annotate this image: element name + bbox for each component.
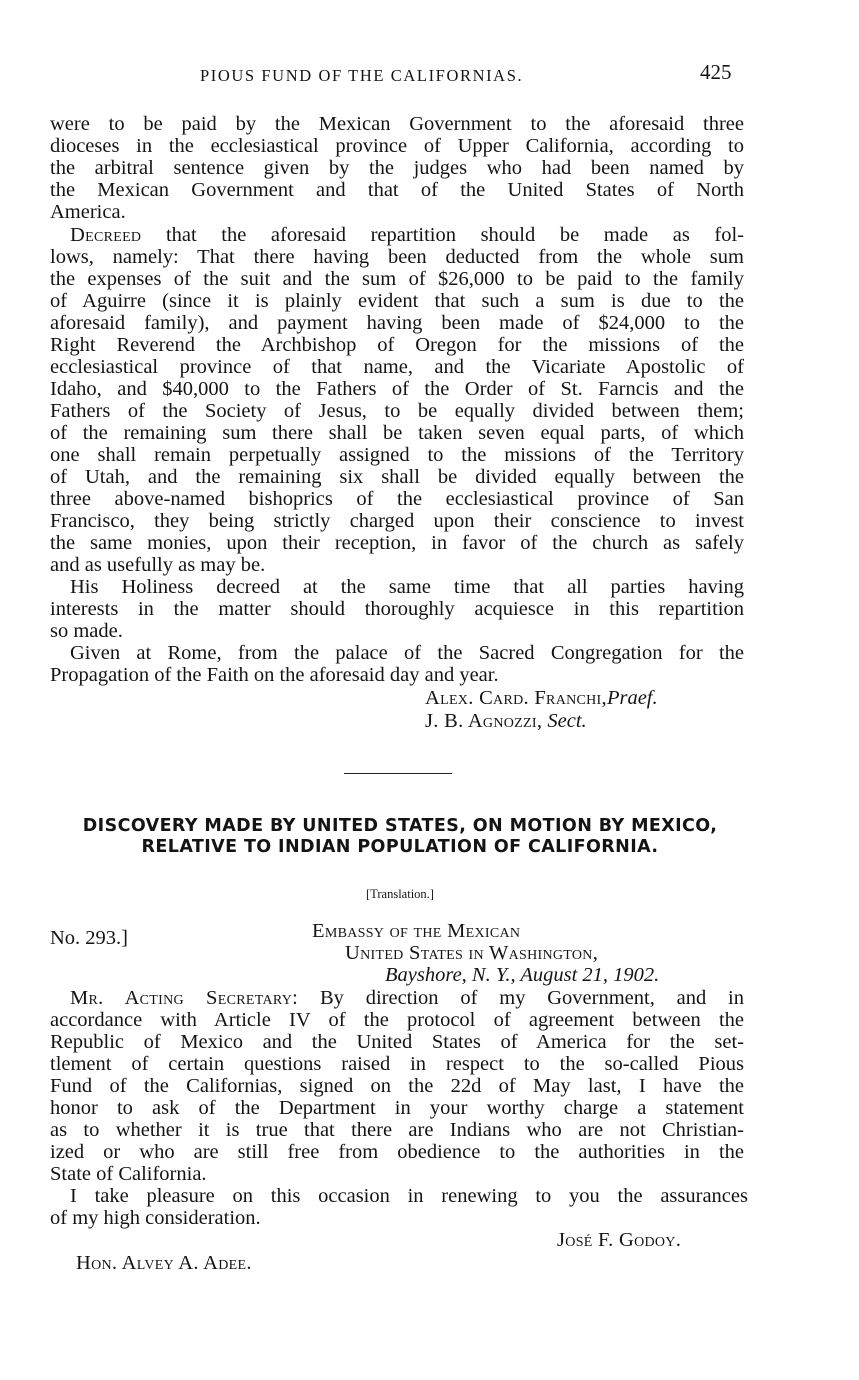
text-line: the expenses of the suit and the sum of $26,000 to be paid to the family — [50, 268, 744, 290]
text-line: of Aguirre (since it is plainly evident that such a sum is due to the — [50, 290, 744, 312]
text-line — [70, 988, 744, 1009]
text-line: accordance with Article IV of the protocol of agreement between the — [50, 1009, 744, 1031]
text-line: Idaho, and $40,000 to the Fathers of the Order of St. Farncis and the — [50, 378, 744, 400]
running-head: PIOUS FUND OF THE CALIFORNIAS. — [200, 66, 524, 85]
text-line: ecclesiastical province of that name, and the Vicariate Apostolic of — [50, 356, 744, 378]
letter-address: United States in Washington, — [345, 942, 599, 964]
addressee: Hon. Alvey A. Adee. — [76, 1252, 252, 1274]
text-line: of my high consideration. — [50, 1207, 261, 1229]
text-line: the same monies, upon their reception, in favor of the church as safely — [50, 532, 744, 554]
text-line: the arbitral sentence given by the judges who had been named by — [50, 157, 744, 179]
text-line: Francisco, they being strictly charged upon their conscience to invest — [50, 510, 744, 532]
salutation: Mr. Acting Secretary: — [70, 987, 299, 1009]
signatory-name: J. B. Agnozzi, — [425, 710, 543, 732]
text-line: State of California. — [50, 1163, 207, 1185]
signature-godoy: José F. Godoy. — [557, 1229, 682, 1251]
signatory-title: Praef. — [606, 687, 658, 709]
decreed-lead: Decreed — [70, 224, 142, 246]
text-line: the Mexican Government and that of the United States of North — [50, 179, 744, 201]
text-line: Given at Rome, from the palace of the Sacred Congregation for the — [70, 642, 744, 664]
signature-franchi — [425, 688, 658, 709]
signatory-name: Alex. Card. Franchi, — [425, 687, 607, 709]
section-heading: RELATIVE TO INDIAN POPULATION OF CALIFORNIA. — [141, 837, 659, 857]
text-line: ized or who are still free from obedience to the authorities in the — [50, 1141, 744, 1163]
text-line: and as usefully as may be. — [50, 554, 266, 576]
text-line: one shall remain perpetually assigned to the missions of the Territory — [50, 444, 744, 466]
text-run: By direction of my Government, and in — [298, 987, 745, 1009]
text-line: as to whether it is true that there are Indians who are not Christian- — [50, 1119, 744, 1141]
text-line: His Holiness decreed at the same time that all parties having — [70, 576, 744, 598]
text-line: Republic of Mexico and the United States of America for the set- — [50, 1031, 744, 1053]
text-line: interests in the matter should thoroughly acquiesce in this repartition — [50, 598, 744, 620]
text-line — [70, 225, 744, 246]
translation-note: [Translation.] — [366, 887, 434, 901]
text-line: Fund of the Californias, signed on the 22d of May last, I have the — [50, 1075, 744, 1097]
text-line: honor to ask of the Department in your worthy charge a statement — [50, 1097, 744, 1119]
text-line: dioceses in the ecclesiastical province of Upper California, according to — [50, 135, 744, 157]
text-line: three above-named bishoprics of the ecclesiastical province of San — [50, 488, 744, 510]
text-line: Right Reverend the Archbishop of Oregon for the missions of the — [50, 334, 744, 356]
text-line: of Utah, and the remaining six shall be divided equally between the — [50, 466, 744, 488]
text-line: lows, namely: That there having been deducted from the whole sum — [50, 246, 744, 268]
letter-address: Embassy of the Mexican — [312, 920, 521, 942]
text-line: Propagation of the Faith on the aforesaid day and year. — [50, 664, 499, 686]
text-run: that the aforesaid repartition should be made as fol- — [141, 224, 744, 246]
section-divider — [344, 773, 452, 774]
text-line: of the remaining sum there shall be taken seven equal parts, of which — [50, 422, 744, 444]
text-line: I take pleasure on this occasion in renewing to you the assurances — [70, 1185, 748, 1207]
text-line: were to be paid by the Mexican Government to the aforesaid three — [50, 113, 744, 135]
text-line: tlement of certain questions raised in respect to the so-called Pious — [50, 1053, 744, 1075]
page-number: 425 — [700, 60, 732, 84]
text-line: America. — [50, 201, 126, 223]
text-line: Fathers of the Society of Jesus, to be equally divided between them; — [50, 400, 744, 422]
text-line: so made. — [50, 620, 123, 642]
letter-place-date: Bayshore, N. Y., August 21, 1902. — [385, 964, 660, 986]
signatory-title: Sect. — [547, 710, 587, 732]
section-heading: DISCOVERY MADE BY UNITED STATES, ON MOTION BY MEXICO, — [82, 816, 718, 836]
signature-agnozzi — [425, 711, 587, 732]
letter-number: No. 293.] — [50, 927, 129, 949]
text-line: aforesaid family), and payment having been made of $24,000 to the — [50, 312, 744, 334]
